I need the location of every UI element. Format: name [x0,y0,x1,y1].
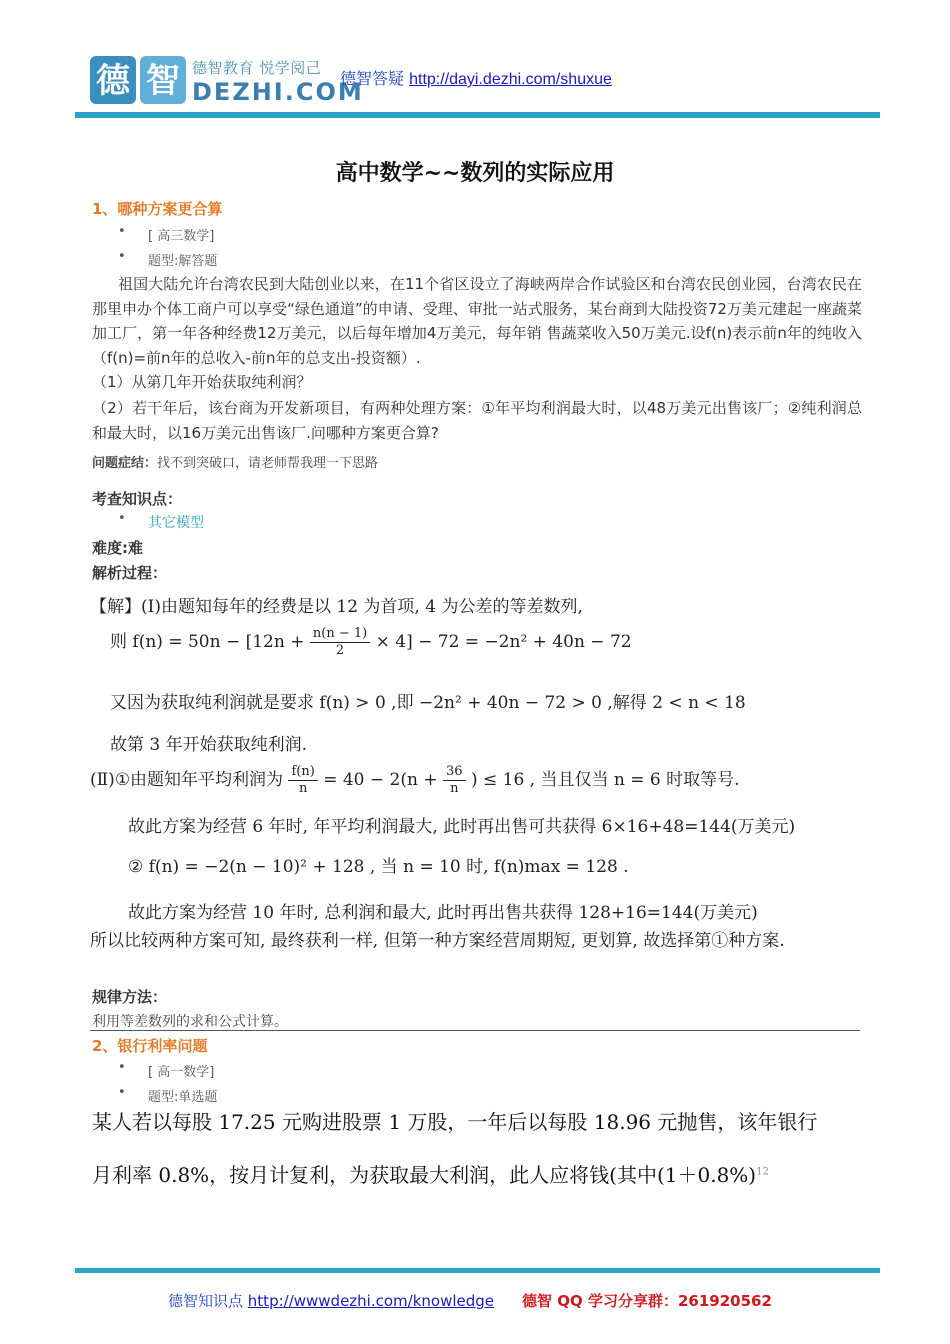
footer-qq-group: 德智 QQ 学习分享群：261920562 [522,1292,772,1310]
problem-crux-text: 找不到突破口，请老师帮我理一下思路 [157,456,379,471]
footer-knowledge-url[interactable]: http://wwwdezhi.com/knowledge [247,1292,495,1310]
fraction-numerator: f(n) [288,764,317,781]
solution-line-5-lead: (Ⅱ)①由题知年平均利润为 [90,770,284,790]
question-1-type: 题型:解答题 [148,254,218,269]
logo-slogan: 德智教育 悦学阅己 [192,59,322,77]
solution-line-2 [110,626,632,659]
question-2-line-2 [92,1159,769,1188]
footer-qq-label: 德智 QQ 学习分享群 [522,1292,663,1310]
question-2-type: 题型:单选题 [148,1090,218,1105]
header-divider [75,112,880,118]
question-1-grade: [ 高三数学] [148,229,215,244]
fraction-denominator: n [450,781,459,796]
method-text: 利用等差数列的求和公式计算。 [92,1014,288,1030]
bullet-icon: • [118,249,126,264]
solution-line-5-tail: ) ≤ 16 , 当且仅当 n = 6 时取等号. [470,770,740,790]
question-2-grade: [ 高一数学] [148,1065,215,1080]
difficulty-label: 难度:难 [92,539,143,557]
section-divider [90,1030,860,1031]
footer-knowledge-label[interactable]: 德智知识点 [168,1292,244,1310]
bullet-icon: • [118,1060,126,1075]
bullet-icon: • [118,1085,126,1100]
method-label: 规律方法： [92,988,168,1006]
page-title: 高中数学~~数列的实际应用 [335,160,615,186]
question-1-part-2: （2）若干年后，该台商为开发新项目，有两种处理方案：①年平均利润最大时，以48万美元出售该厂；②纯利润总和最大时，以16万美元出售该厂.问哪种方案更合算? [92,399,862,442]
bullet-icon: • [118,511,126,526]
question-2-line-2-text: 月利率 0.8%，按月计复利，为获取最大利润，此人应将钱(其中(1＋0.8%) [92,1163,757,1187]
fraction-denominator: 2 [335,643,345,658]
question-2-heading[interactable]: 2、银行利率问题 [92,1037,208,1055]
solution-line-5-mid: = 40 − 2(n + [323,770,438,790]
problem-crux [92,452,378,471]
solution-line-3: 又因为获取纯利润就是要求 f(n) > 0 ,即 −2n² + 40n − 72 > 0 ,解得 2 < n < 18 [110,693,746,713]
header-answer-link[interactable] [340,66,612,89]
solution-line-2-lhs: 则 f(n) = 50n − [12n + [110,632,305,652]
knowledge-points-label: 考查知识点： [92,490,183,508]
solution-line-5 [90,764,740,797]
problem-crux-label: 问题症结： [92,456,158,471]
answer-url[interactable]: http://dayi.dezhi.com/shuxue [409,71,612,88]
dezhi-logo-icon [90,54,186,106]
solution-line-2-rhs: × 4] − 72 = −2n² + 40n − 72 [375,632,632,652]
svg-text:智: 智 [146,61,180,101]
footer-divider [75,1268,880,1273]
fraction [443,764,466,797]
solution-line-1: 【解】(Ⅰ)由题知每年的经费是以 12 为首项, 4 为公差的等差数列, [90,597,583,617]
fraction [288,764,317,797]
bullet-icon: • [118,224,126,239]
solution-line-8: 故此方案为经营 10 年时, 总利润和最大, 此时再出售共获得 128+16=144(万美元) [128,903,758,923]
footer-knowledge-link[interactable] [168,1290,494,1311]
footer-qq-number: 261920562 [677,1292,772,1310]
question-1-stem: 祖国大陆允许台湾农民到大陆创业以来，在11个省区设立了海峡两岸合作试验区和台湾农民创业园，台湾农民在那里申办个体工商户可以享受“绿色通道”的申请、受理、审批一站式服务，某台商到大陆投资72万美元建起一座蔬菜加工厂，第一年各种经费12万美元，以后每年增加4万美元，每年销 售蔬菜收入50万美元.设f(n)表示前n年的纯收入（f(n)=前n年的总收入-前n年的总支出-投资额）. [92,275,862,367]
question-2-line-1: 某人若以每股 17.25 元购进股票 1 万股，一年后以每股 18.96 元抛售，该年银行 [92,1110,818,1134]
fraction-numerator: n(n − 1) [310,626,370,643]
answer-label[interactable]: 德智答疑 [340,69,405,88]
solution-line-6: 故此方案为经营 6 年时, 年平均利润最大, 此时再出售可共获得 6×16+48=144(万美元) [128,817,796,837]
fraction-denominator: n [298,781,308,796]
solution-block [90,586,860,956]
analysis-label: 解析过程： [92,564,168,582]
question-1-part-1: （1）从第几年开始获取纯利润？ [92,373,312,391]
knowledge-point-link[interactable]: 其它模型 [148,515,204,531]
fraction-numerator: 36 [443,764,466,781]
solution-line-9: 所以比较两种方案可知, 最终获利一样, 但第一种方案经营周期短, 更划算, 故选择第①种方案. [90,931,785,951]
question-1-heading[interactable]: 1、哪种方案更合算 [92,200,223,218]
fraction [310,626,370,659]
svg-text:德: 德 [96,61,130,101]
exponent: 12 [756,1166,769,1178]
solution-line-7: ② f(n) = −2(n − 10)² + 128 , 当 n = 10 时, f(n)max = 128 . [128,857,629,877]
logo-wordmark: DEZHI.COM [192,78,364,106]
solution-line-4: 故第 3 年开始获取纯利润. [110,735,308,755]
